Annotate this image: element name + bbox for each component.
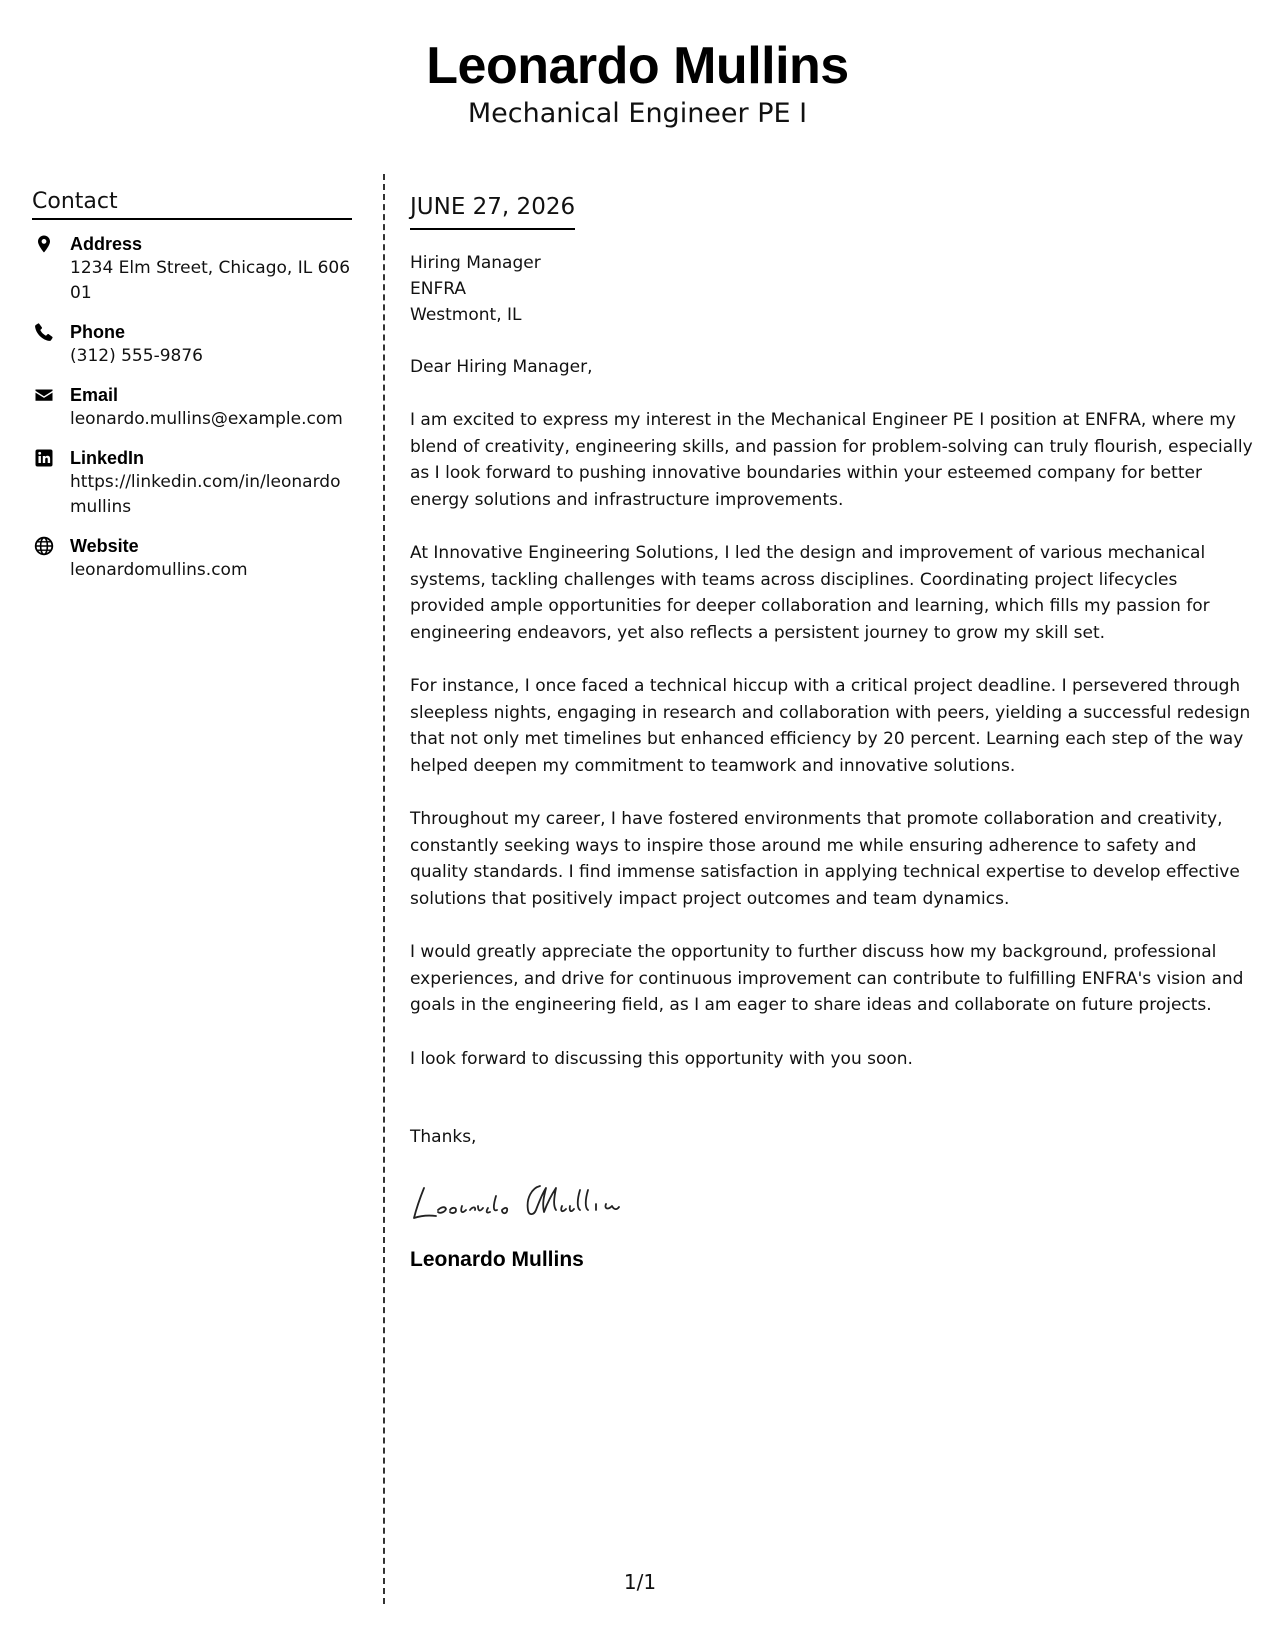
applicant-name: Leonardo Mullins [426, 37, 849, 95]
body-paragraph: I am excited to express my interest in the Mechanical Engineer PE I position at ENFRA, where my blend of creativity, engineering skills, and passion for problem-solving can truly flourish, especially as I look forward to pushing innovative boundaries within your esteemed company for better energy solutions and infrastructure improvements. [410, 410, 1253, 510]
globe-icon [34, 536, 54, 556]
column-divider [383, 174, 385, 1604]
body-paragraph: I would greatly appreciate the opportunity to further discuss how my background, professional experiences, and drive for continuous improvement can contribute to fulfilling ENFRA's vision and goals in the engineering field, as I am eager to share ideas and collaborate on future projects. [410, 942, 1244, 1015]
page-number: 1/1 [623, 1570, 657, 1594]
address-value: 1234 Elm Street, Chicago, IL 60601 [70, 258, 351, 303]
recipient-location: Westmont, IL [410, 305, 522, 325]
contact-item-address [32, 232, 352, 306]
phone-icon [34, 322, 54, 342]
contact-item-linkedin [32, 446, 352, 520]
body-paragraph: At Innovative Engineering Solutions, I led the design and improvement of various mechanical systems, tackling challenges with teams across disciplines. Coordinating project lifecycles provided ample opportunities for deeper collaboration and learning, which fills my passion for engineering endeavors, yet also reflects a persistent journey to grow my skill set. [410, 543, 1210, 643]
contact-item-email [32, 383, 352, 432]
contact-item-website [32, 534, 352, 583]
signer-name: Leonardo Mullins [410, 1248, 584, 1271]
recipient-name: Hiring Manager [410, 253, 541, 273]
email-value: leonardo.mullins@example.com [70, 409, 343, 429]
body-paragraph: For instance, I once faced a technical hiccup with a critical project deadline. I persevered through sleepless nights, engaging in research and collaboration with peers, yielding a successful redesign that not only met timelines but enhanced efficiency by 20 percent. Learning each step of the way helped deepen my commitment to teamwork and innovative solutions. [410, 676, 1251, 776]
recipient-company: ENFRA [410, 279, 466, 299]
salutation: Dear Hiring Manager, [410, 357, 593, 377]
contact-sidebar [32, 188, 352, 597]
letter-date: JUNE 27, 2026 [410, 192, 575, 230]
contact-item-phone [32, 320, 352, 369]
linkedin-value[interactable]: https://linkedin.com/in/leonardomullins [70, 472, 341, 517]
recipient-block [410, 250, 1255, 328]
handwritten-signature [410, 1176, 690, 1226]
letter-header [0, 36, 1275, 132]
map-pin-icon [34, 234, 54, 254]
website-value[interactable]: leonardomullins.com [70, 560, 248, 580]
body-paragraph: Throughout my career, I have fostered environments that promote collaboration and creativity, constantly seeking ways to inspire those around me while ensuring adherence to safety and quality standards. I find immense satisfaction in applying technical expertise to develop effective solutions that positively impact project outcomes and team dynamics. [410, 809, 1240, 909]
contact-heading: Contact [32, 188, 352, 220]
job-title: Mechanical Engineer PE I [467, 98, 808, 129]
email-label: Email [70, 385, 119, 405]
phone-label: Phone [70, 322, 126, 342]
envelope-icon [34, 385, 54, 405]
closing: Thanks, [410, 1127, 477, 1147]
linkedin-icon [34, 448, 54, 468]
body-paragraph: I look forward to discussing this opportunity with you soon. [410, 1048, 913, 1069]
linkedin-label: LinkedIn [70, 448, 145, 468]
contact-list [32, 232, 352, 583]
phone-value: (312) 555-9876 [70, 346, 203, 366]
address-label: Address [70, 234, 143, 254]
letter-body [410, 192, 1255, 1274]
website-label: Website [70, 536, 139, 556]
